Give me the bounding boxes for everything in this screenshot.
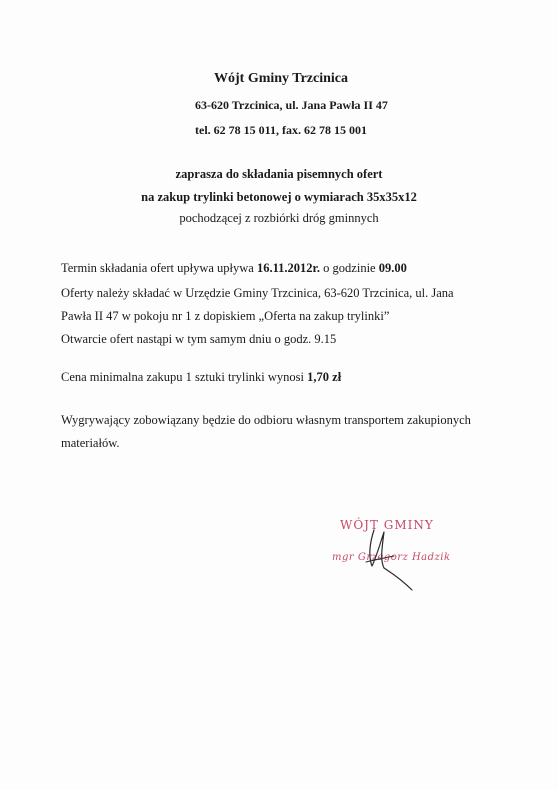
invitation-line-1: zaprasza do składania pisemnych ofert	[175, 167, 383, 181]
price-value: 1,70 zł	[307, 370, 342, 384]
issuer-address: 63-620 Trzcinica, ul. Jana Pawła II 47	[195, 98, 388, 112]
submit-line-1: Oferty należy składać w Urzędzie Gminy Trzcinica, 63-620 Trzcinica, ul. Jana	[61, 286, 454, 300]
deadline-mid: o godzinie	[320, 261, 379, 275]
stamp-name: mgr Grzegorz Hadzik	[332, 552, 451, 563]
submit-line-2: Pawła II 47 w pokoju nr 1 z dopiskiem „Oferta na zakup trylinki”	[61, 309, 390, 323]
deadline-date: 16.11.2012r.	[256, 261, 321, 275]
deadline-paragraph	[61, 260, 407, 276]
stamp-title: WÓJT GMINY	[340, 518, 434, 532]
winner-line-2: materiałów.	[61, 436, 120, 450]
signature-scribble	[350, 522, 420, 592]
opening-line: Otwarcie ofert nastąpi w tym samym dniu o godz. 9.15	[61, 332, 337, 346]
price-prefix: Cena minimalna zakupu 1 sztuki trylinki wynosi	[61, 370, 308, 384]
issuer-contact: tel. 62 78 15 011, fax. 62 78 15 001	[195, 123, 367, 137]
invitation-line-3: pochodzącej z rozbiórki dróg gminnych	[179, 211, 379, 225]
deadline-time: 09.00	[378, 261, 407, 275]
winner-line-1: Wygrywający zobowiązany będzie do odbioru własnym transportem zakupionych	[61, 413, 471, 427]
invitation-line-2: na zakup trylinki betonowej o wymiarach 35x35x12	[141, 190, 417, 204]
deadline-prefix: Termin składania ofert upływa upływa	[61, 261, 257, 275]
issuer-title: Wójt Gminy Trzcinica	[214, 71, 349, 86]
price-paragraph	[61, 369, 341, 385]
